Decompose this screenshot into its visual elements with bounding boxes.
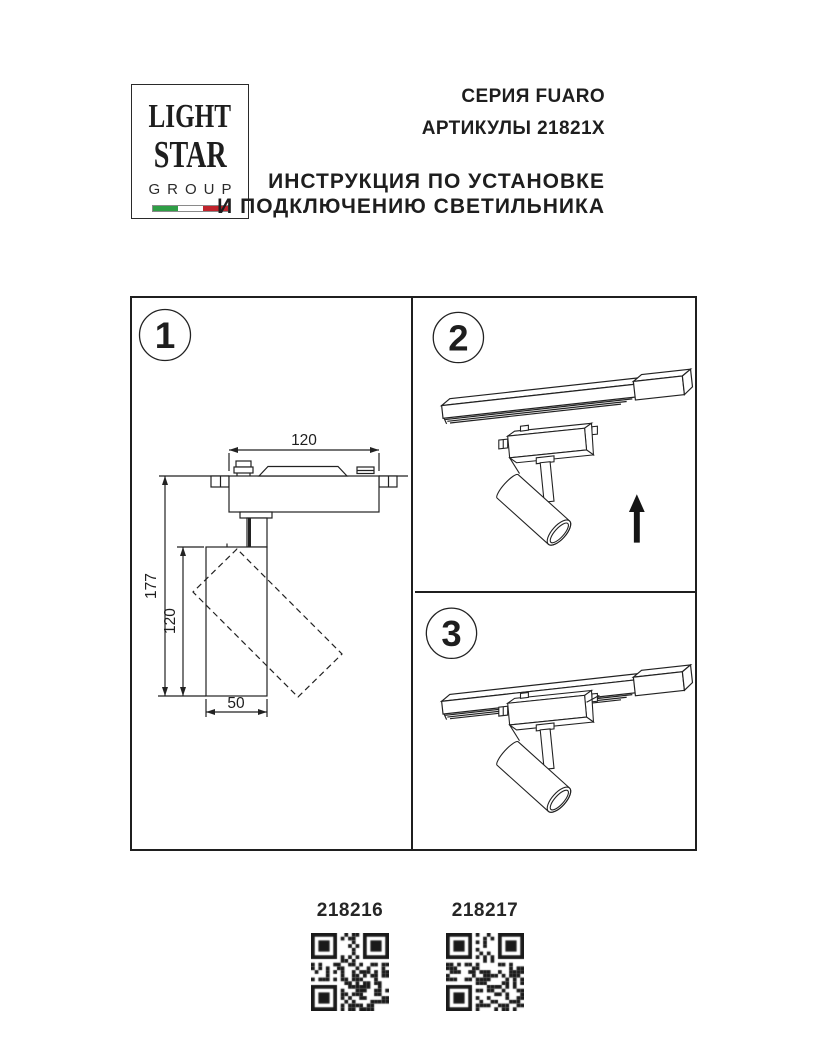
qr-block-218216: [302, 900, 398, 1011]
logo-word-group: GROUP: [148, 181, 239, 198]
mounted-illustration: [415, 595, 695, 849]
insert-direction-arrow: [629, 494, 645, 542]
dim-total-height: 177: [143, 573, 160, 599]
qr-block-218217: [437, 900, 533, 1011]
qr-code: [446, 933, 524, 1011]
series-title: СЕРИЯ FUARO: [461, 86, 605, 107]
header-instruction-block: [217, 169, 605, 219]
instruction-title-line1: ИНСТРУКЦИЯ ПО УСТАНОВКЕ: [268, 170, 605, 193]
flag-green-segment: [153, 206, 178, 211]
header-series-block: [422, 81, 605, 145]
dimension-drawing: [132, 298, 411, 849]
track-adapter-side-view: [158, 447, 408, 717]
dim-body-height: 120: [162, 608, 179, 634]
article-number-label: 218216: [316, 900, 384, 921]
dim-top-width: 120: [291, 432, 317, 449]
panel-step-1: [132, 298, 413, 849]
dim-body-width: 50: [227, 695, 245, 712]
logo-word-star: STAR: [153, 134, 227, 176]
panel-step-2: [415, 298, 695, 593]
diagram-frame: [130, 296, 697, 851]
logo-word-light: LIGHT: [148, 98, 232, 135]
instruction-title-line2: И ПОДКЛЮЧЕНИЮ СВЕТИЛЬНИКА: [217, 195, 605, 218]
flag-white-segment: [178, 206, 203, 211]
step-number-2: 2: [448, 317, 469, 359]
insertion-illustration: [415, 298, 695, 591]
step-number-3: 3: [441, 613, 462, 655]
panel-step-3: [415, 595, 695, 849]
article-number-label: 218217: [451, 900, 519, 921]
step-number-1: 1: [154, 315, 176, 356]
qr-code: [311, 933, 389, 1011]
articles-title: АРТИКУЛЫ 21821X: [421, 118, 605, 139]
